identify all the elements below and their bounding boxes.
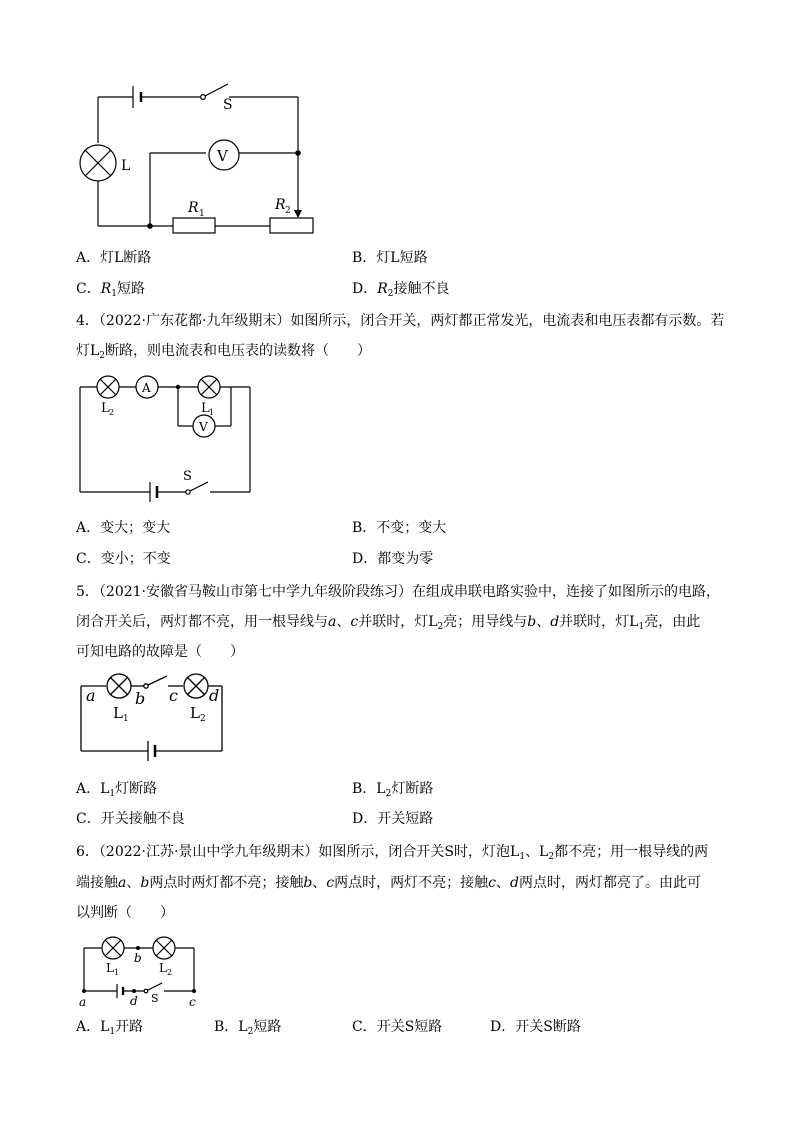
svg-text:L: L	[101, 401, 110, 416]
q3-option-b[interactable]: B．灯L短路	[352, 250, 428, 266]
svg-text:1: 1	[123, 714, 129, 724]
svg-text:1: 1	[209, 408, 215, 417]
svg-text:d: d	[209, 686, 220, 705]
q6-option-b[interactable]: B．$L_2$短路	[214, 1019, 282, 1037]
q6-option-d[interactable]: D．开关S断路	[490, 1019, 581, 1035]
svg-text:1: 1	[114, 968, 120, 977]
q6-stem-line1: 6．（2022·江苏·景山中学九年级期末）如图所示，闭合开关S时，灯泡$L_1$、$L_2$都不亮；用一根导线的两	[76, 844, 709, 862]
resistor-R2	[270, 218, 313, 233]
svg-text:L: L	[113, 704, 123, 722]
svg-text:c: c	[169, 686, 178, 705]
q3-option-a[interactable]: A．灯L断路	[76, 250, 152, 266]
svg-text:L: L	[159, 961, 167, 975]
q4-option-d[interactable]: D．都变为零	[352, 551, 434, 567]
q6-circuit-diagram	[0, 928, 794, 1010]
svg-text:1: 1	[199, 209, 205, 219]
svg-text:2: 2	[109, 408, 115, 417]
switch-label: S	[223, 97, 233, 113]
svg-text:2: 2	[167, 968, 173, 977]
svg-text:L: L	[190, 704, 200, 722]
q4-option-c[interactable]: C．变小；不变	[76, 551, 171, 567]
svg-text:d: d	[130, 994, 138, 1008]
q4-option-b[interactable]: B．不变；变大	[352, 520, 447, 536]
q6-option-c[interactable]: C．开关S短路	[352, 1019, 443, 1035]
svg-text:A: A	[142, 381, 151, 395]
r2-label: R	[275, 197, 286, 213]
q5-option-c[interactable]: C．开关接触不良	[76, 811, 185, 827]
q5-option-b[interactable]: B．$L_2$灯断路	[352, 781, 434, 799]
svg-text:a: a	[86, 686, 96, 705]
q5-option-a[interactable]: A．$L_1$灯断路	[76, 781, 158, 799]
q6-stem-line3: 以判断（ ）	[76, 905, 174, 921]
svg-text:L: L	[201, 401, 210, 416]
q5-stem-line3: 可知电路的故障是（ ）	[76, 644, 244, 660]
svg-text:2: 2	[200, 714, 206, 724]
q3-option-d[interactable]: D．$R_2$接触不良	[352, 281, 450, 299]
q5-stem-line2: 闭合开关后，两灯都不亮，用一根导线与a、c并联时，灯$L_2$亮；用导线与b、d并联时，灯$L_1$亮，由此	[76, 614, 701, 632]
q4-circuit-diagram	[0, 365, 794, 505]
svg-text:V: V	[199, 420, 208, 434]
switch-blade	[205, 84, 228, 96]
svg-text:a: a	[79, 995, 87, 1009]
svg-text:b: b	[134, 951, 142, 965]
resistor-R1	[173, 218, 215, 233]
svg-text:S: S	[151, 992, 159, 1005]
q5-option-d[interactable]: D．开关短路	[352, 811, 434, 827]
lamp-label: L	[121, 158, 131, 174]
q5-circuit-diagram	[0, 668, 794, 773]
voltmeter-label: V	[217, 147, 228, 165]
svg-text:S: S	[183, 469, 192, 484]
q4-stem-line1: 4．（2022·广东花都·九年级期末）如图所示，闭合开关，两灯都正常发光，电流表和电压表都有示数。若	[76, 313, 725, 329]
q6-stem-line2: 端接触a、b两点时两灯都不亮；接触b、c两点时，两灯不亮；接触c、d两点时，两灯都亮了。由此可	[76, 875, 701, 891]
svg-text:b: b	[135, 689, 146, 708]
svg-text:L: L	[106, 961, 114, 975]
svg-text:c: c	[189, 995, 196, 1009]
q5-stem-line1: 5．（2021·安徽省马鞍山市第七中学九年级阶段练习）在组成串联电路实验中，连接了如图所示的电路，	[76, 584, 720, 600]
q3-option-c[interactable]: C．$R_1$短路	[76, 281, 145, 299]
q3-circuit-diagram	[0, 0, 794, 250]
r1-label: R	[188, 200, 199, 216]
q4-stem-line2: 灯$L_2$断路，则电流表和电压表的读数将（ ）	[76, 343, 372, 361]
q6-option-a[interactable]: A．$L_1$开路	[76, 1019, 144, 1037]
svg-text:2: 2	[285, 206, 291, 216]
q4-option-a[interactable]: A．变大；变大	[76, 520, 171, 536]
